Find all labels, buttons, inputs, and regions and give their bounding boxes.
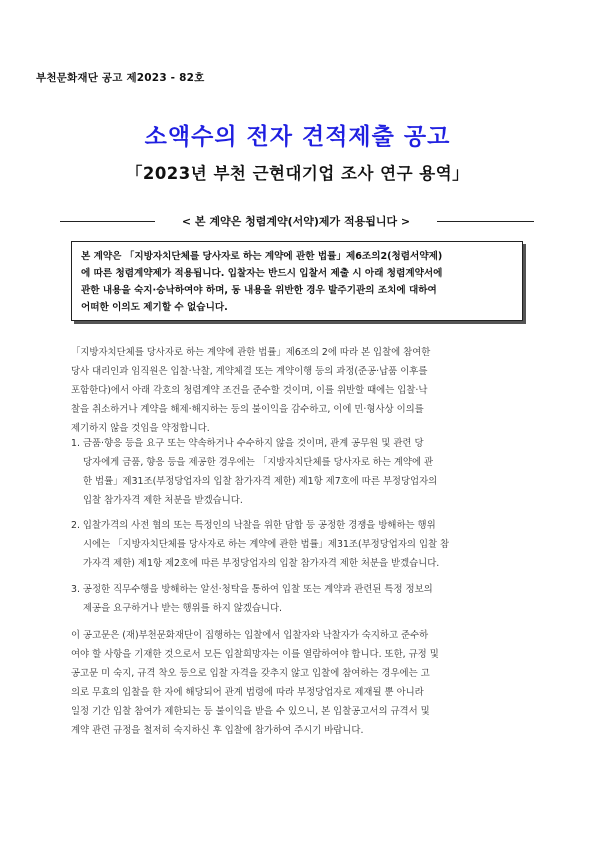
pledge-item-line: 입찰 참가자격 제한 처분을 받겠습니다. [83,495,243,506]
pledge-item-1 [71,434,527,510]
intro-line: 찰을 취소하거나 계약을 해제·해지하는 등의 불이익을 감수하고, 이에 민·형사상 이의를 [71,404,424,415]
closing-line: 공고문 미 숙지, 규격 착오 등으로 입찰 자격을 갖추지 않고 입찰에 참여하는 경우에는 고 [71,668,430,679]
pledge-item-line: 제공을 요구하거나 받는 행위를 하지 않겠습니다. [83,603,283,614]
pledge-item-line: 한 법률」제31조(부정당업자의 입찰 참가자격 제한) 제1항 제7호에 따른 부정당업자의 [83,476,438,487]
intro-paragraph [71,343,527,438]
closing-paragraph [71,626,527,740]
pledge-item-2 [71,516,527,573]
pledge-item-first-line: 1. 금품·향응 등을 요구 또는 약속하거나 수수하지 않을 것이며, 관계 공무원 및 관련 당 [71,438,424,449]
closing-line: 여야 할 사항을 기재한 것으로서 모든 입찰희망자는 이를 열람하여야 합니다. 또한, 규정 및 [71,649,439,660]
notice-number: 부천문화재단 공고 제2023 - 82호 [36,72,205,84]
pledge-item-3 [71,580,527,618]
closing-line: 이 공고문은 (재)부천문화재단이 집행하는 입찰에서 입찰자와 낙찰자가 숙지하고 준수하 [71,630,429,641]
pledge-item-first-line: 3. 공정한 직무수행을 방해하는 알선·청탁을 통하여 입찰 또는 계약과 관련된 특정 정보의 [71,584,433,595]
notice-box-line: 관한 내용을 숙지·승낙하여야 하며, 동 내용을 위반한 경우 발주기관의 조치에 대하여 [81,285,437,296]
pledge-item-line: 시에는 「지방자치단체를 당사자로 하는 계약에 관한 법률」제31조(부정당업자의 입찰 참 [83,539,450,550]
integrity-notice-box [71,241,523,321]
page-title: 소액수의 전자 견적제출 공고 [144,124,451,150]
notice-box-line: 어떠한 이의도 제기할 수 없습니다. [81,302,228,313]
closing-line: 의로 무효의 입찰을 한 자에 해당되어 관계 법령에 따라 부정당업자로 제재될 뿐 아니라 [71,687,424,698]
intro-line: 제기하지 않을 것임을 약정합니다. [71,423,210,434]
pledge-item-first-line: 2. 입찰가격의 사전 협의 또는 특정인의 낙찰을 위한 담합 등 공정한 경쟁을 방해하는 행위 [71,520,436,531]
intro-line: 포함한다)에서 아래 각호의 청렴계약 조건을 준수할 것이며, 이를 위반할 때에는 입찰·낙 [71,385,428,396]
section-heading: < 본 계약은 청렴계약(서약)제가 적용됩니다 > [181,215,411,228]
pledge-item-line: 가자격 제한) 제1항 제2호에 따른 부정당업자의 입찰 참가자격 제한 처분을 받겠습니다. [83,558,440,569]
notice-box-line: 본 계약은 「지방자치단체를 당사자로 하는 계약에 관한 법률」제6조의2(청렴서약제) [81,251,443,262]
section-divider-left [60,221,155,222]
intro-line: 당사 대리인과 임직원은 입찰·낙찰, 계약체결 또는 계약이행 등의 과정(준공·납품 이후를 [71,366,428,377]
intro-line: 「지방자치단체를 당사자로 하는 계약에 관한 법률」제6조의 2에 따라 본 입찰에 참여한 [71,347,431,358]
pledge-item-line: 당자에게 금품, 향응 등을 제공한 경우에는 「지방자치단체를 당사자로 하는 계약에 관 [83,457,434,468]
page-subtitle: 「2023년 부천 근현대기업 조사 연구 용역」 [125,164,470,183]
section-divider-right [437,221,534,222]
closing-line: 일정 기간 입찰 참여가 제한되는 등 불이익을 받을 수 있으니, 본 입찰공고서의 규격서 및 [71,706,430,717]
notice-box-line: 에 따른 청렴계약제가 적용됩니다. 입찰자는 반드시 입찰서 제출 시 아래 청렴계약서에 [81,268,443,279]
closing-line: 계약 관련 규정을 철저히 숙지하신 후 입찰에 참가하여 주시기 바랍니다. [71,725,364,736]
